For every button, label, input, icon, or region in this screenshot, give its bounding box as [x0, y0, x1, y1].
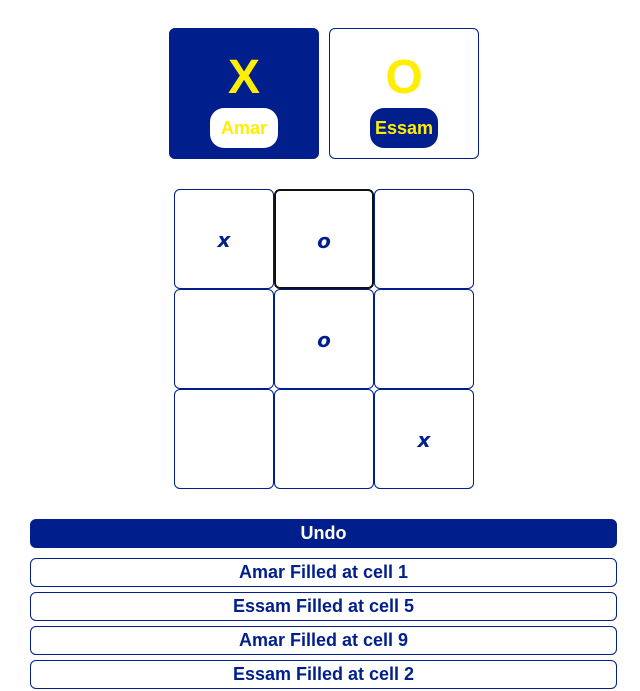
player-name-x: Amar	[210, 108, 278, 148]
board-cell-4[interactable]	[174, 289, 274, 389]
board-cell-6[interactable]	[374, 289, 474, 389]
history-item[interactable]: Amar Filled at cell 9	[30, 626, 617, 655]
players-panel	[169, 28, 479, 159]
history-item[interactable]: Amar Filled at cell 1	[30, 558, 617, 587]
board-cell-7[interactable]	[174, 389, 274, 489]
board-cell-1[interactable]: x	[174, 189, 274, 289]
player-card-o	[329, 28, 479, 159]
board-cell-8[interactable]	[274, 389, 374, 489]
board-cell-5[interactable]: o	[274, 289, 374, 389]
board-cell-2[interactable]: o	[274, 189, 374, 289]
history-item[interactable]: Essam Filled at cell 2	[30, 660, 617, 689]
player-symbol-x: X	[227, 51, 260, 104]
board-cell-9[interactable]: x	[374, 389, 474, 489]
board-cell-3[interactable]	[374, 189, 474, 289]
game-board	[174, 189, 474, 489]
player-card-x	[169, 28, 319, 159]
undo-button[interactable]: Undo	[30, 519, 617, 548]
player-symbol-o: O	[385, 51, 423, 104]
history-item[interactable]: Essam Filled at cell 5	[30, 592, 617, 621]
player-name-o: Essam	[370, 108, 438, 148]
